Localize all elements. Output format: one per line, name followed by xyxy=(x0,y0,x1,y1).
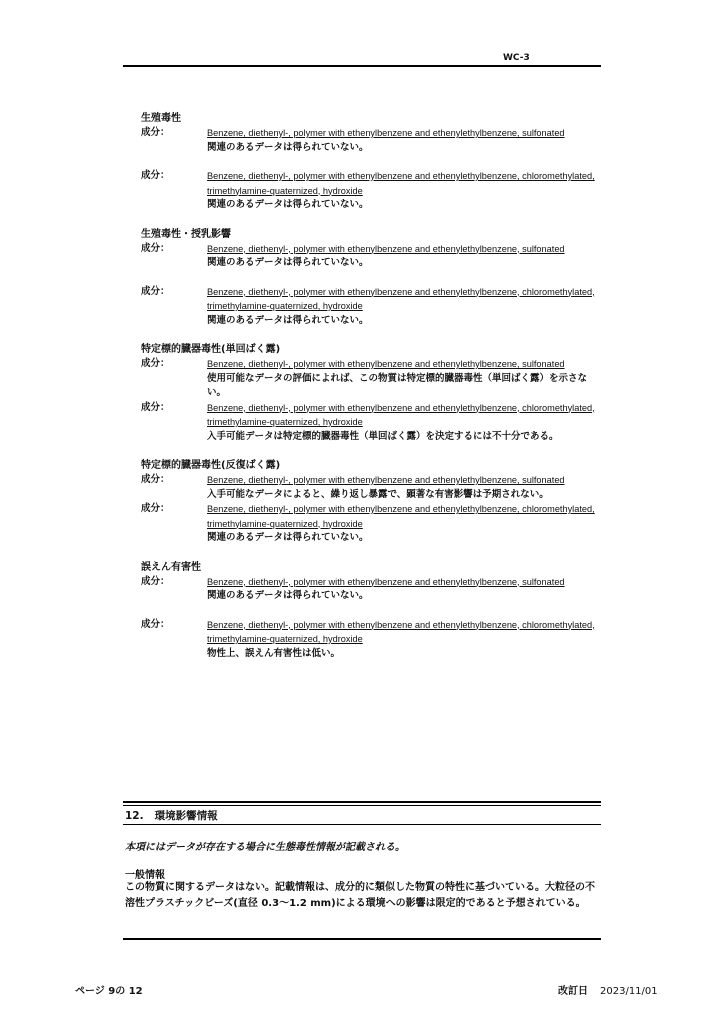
component-entry xyxy=(141,618,601,662)
component-substance: Benzene, diethenyl-, polymer with ethenylbenzene and ethenylethylbenzene, chloromethylated, trimethylamine-quaternized, hydroxide xyxy=(207,504,595,529)
component-substance: Benzene, diethenyl-, polymer with ethenylbenzene and ethenylethylbenzene, sulfonated xyxy=(207,359,565,369)
component-label: 成分： xyxy=(141,401,170,413)
section-title: 生殖毒性 xyxy=(141,113,181,124)
component-note: 物性上、誤えん有害性は低い。 xyxy=(207,647,341,659)
component-substance: Benzene, diethenyl-, polymer with ethenylbenzene and ethenylethylbenzene, chloromethylated, trimethylamine-quaternized, hydroxide xyxy=(207,286,595,311)
component-note: 入手可能データは特定標的臓器毒性（単回ばく露）を決定するには不十分である。 xyxy=(207,430,559,442)
section-title: 特定標的臓器毒性(単回ばく露) xyxy=(141,344,281,355)
section12-rule-top xyxy=(123,801,601,803)
component-label: 成分： xyxy=(141,474,170,485)
footer-rule xyxy=(123,938,601,940)
section-title: 生殖毒性・授乳影響 xyxy=(141,228,231,240)
component-entry xyxy=(141,169,601,213)
component-entry xyxy=(141,126,601,155)
component-label: 成分： xyxy=(141,242,170,254)
component-substance: Benzene, diethenyl-, polymer with ethenylbenzene and ethenylethylbenzene, chloromethylated, trimethylamine-quaternized, hydroxide xyxy=(207,171,595,196)
component-substance: Benzene, diethenyl-, polymer with ethenylbenzene and ethenylethylbenzene, sulfonated xyxy=(207,128,565,138)
component-note: 関連のあるデータは得られていない。 xyxy=(207,199,369,210)
page-number: ページ 9の 12 xyxy=(75,986,143,997)
section-stot-repeated xyxy=(141,458,601,546)
component-note: 関連のあるデータは得られていない。 xyxy=(207,532,369,543)
component-label: 成分： xyxy=(141,575,170,587)
component-entry xyxy=(141,242,601,271)
component-entry xyxy=(141,285,601,329)
component-label: 成分： xyxy=(141,618,170,630)
component-substance: Benzene, diethenyl-, polymer with ethenylbenzene and ethenylethylbenzene, sulfonated xyxy=(207,475,565,485)
section12-rule-top-thin xyxy=(123,805,601,806)
section12-body: この物質に関するデータはない。記載情報は、成分的に類似した物質の特性に基づいている。大粒径の不溶性プラスチックビーズ(直径 0.3〜1.2 mm)による環境への影響は限定的であると予想されている。 xyxy=(125,882,595,909)
document-code: WC-3 xyxy=(503,53,530,63)
section-lactation-effects xyxy=(141,227,601,329)
section12-rule-bottom xyxy=(123,824,601,825)
component-entry xyxy=(141,401,601,445)
component-label: 成分： xyxy=(141,358,170,369)
section-aspiration-hazard xyxy=(141,560,601,662)
toxicology-sections xyxy=(141,111,601,675)
component-note: 関連のあるデータは得られていない。 xyxy=(207,314,369,326)
revision-date: 2023/11/01 xyxy=(600,986,658,997)
section12-heading xyxy=(125,808,218,823)
component-entry xyxy=(141,502,601,546)
component-label: 成分： xyxy=(141,170,170,181)
header-rule xyxy=(123,65,601,67)
component-substance: Benzene, diethenyl-, polymer with ethenylbenzene and ethenylethylbenzene, chloromethylated, trimethylamine-quaternized, hydroxide xyxy=(207,619,595,644)
component-substance: Benzene, diethenyl-, polymer with ethenylbenzene and ethenylethylbenzene, sulfonated xyxy=(207,243,565,254)
section12-title: 環境影響情報 xyxy=(154,810,218,822)
component-note: 関連のあるデータは得られていない。 xyxy=(207,590,369,601)
section12-intro: 本項にはデータが存在する場合に生態毒性情報が記載される。 xyxy=(125,842,405,853)
component-label: 成分： xyxy=(141,503,170,514)
component-note: 関連のあるデータは得られていない。 xyxy=(207,141,369,153)
component-note: 関連のあるデータは得られていない。 xyxy=(207,257,369,268)
component-note: 入手可能なデータによると、繰り返し暴露で、顕著な有害影響は予期されない。 xyxy=(207,488,549,500)
section12-number: 12. xyxy=(125,810,144,822)
component-entry xyxy=(141,357,601,401)
section-reproductive-toxicity xyxy=(141,111,601,213)
section-title: 誤えん有害性 xyxy=(141,561,201,573)
section12-subheading: 一般情報 xyxy=(125,870,165,881)
revision-info xyxy=(558,982,658,997)
section-title: 特定標的臓器毒性(反復ばく露) xyxy=(141,460,281,471)
component-note: 使用可能なデータの評価によれば、この物質は特定標的臓器毒性（単回ばく露）を示さない。 xyxy=(207,372,588,398)
component-substance: Benzene, diethenyl-, polymer with ethenylbenzene and ethenylethylbenzene, chloromethylated, trimethylamine-quaternized, hydroxide xyxy=(207,402,595,427)
component-entry xyxy=(141,575,601,604)
component-label: 成分： xyxy=(141,285,170,297)
component-entry xyxy=(141,473,601,502)
revision-label: 改訂日 xyxy=(558,986,588,997)
component-substance: Benzene, diethenyl-, polymer with ethenylbenzene and ethenylethylbenzene, sulfonated xyxy=(207,576,565,587)
component-label: 成分： xyxy=(141,127,170,138)
section-stot-single xyxy=(141,342,601,444)
